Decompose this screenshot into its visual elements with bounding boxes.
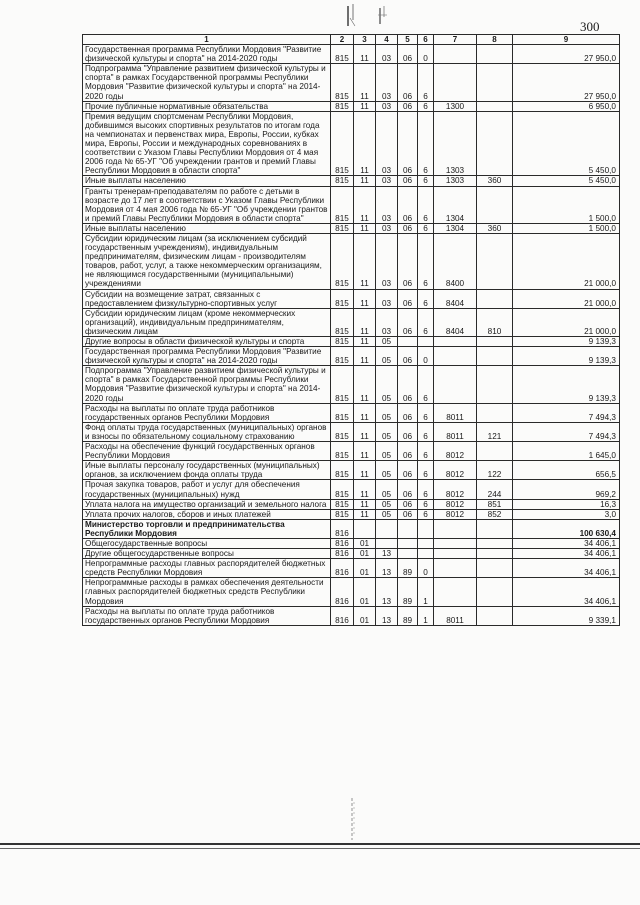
code-subprogram: 6 [418, 186, 434, 223]
row-amount: 27 950,0 [513, 64, 620, 101]
code-direction: 8012 [434, 499, 477, 509]
code-program: 06 [398, 347, 418, 366]
code-section: 11 [354, 289, 376, 308]
row-description: Расходы на выплаты по оплате труда работников государственных органов Республики Мордовия [83, 606, 331, 625]
code-subprogram [418, 538, 434, 548]
row-amount: 34 406,1 [513, 578, 620, 606]
code-grbs: 815 [331, 499, 354, 509]
code-subprogram [418, 549, 434, 559]
table-row [83, 499, 620, 509]
code-subprogram: 6 [418, 480, 434, 499]
row-amount: 1 500,0 [513, 186, 620, 223]
code-program: 06 [398, 186, 418, 223]
code-subprogram: 6 [418, 111, 434, 176]
table-row [83, 64, 620, 101]
code-subsection: 03 [376, 101, 398, 111]
code-section: 11 [354, 442, 376, 461]
code-section: 01 [354, 538, 376, 548]
code-subsection [376, 519, 398, 538]
code-expense-type: 244 [477, 480, 513, 499]
row-description: Фонд оплаты труда государственных (муниципальных) органов и взносы по обязательному социальному страхованию [83, 422, 331, 441]
code-subprogram: 1 [418, 606, 434, 625]
code-program [398, 538, 418, 548]
code-subsection: 05 [376, 509, 398, 519]
code-section: 11 [354, 499, 376, 509]
row-description: Уплата прочих налогов, сборов и иных платежей [83, 509, 331, 519]
table-row [83, 442, 620, 461]
table-row [83, 176, 620, 186]
code-grbs: 815 [331, 64, 354, 101]
table-row [83, 111, 620, 176]
row-description: Субсидии юридическим лицам (кроме некоммерческих организаций), индивидуальным предпринимателям, физическим лицам [83, 308, 331, 336]
row-amount: 7 494,3 [513, 422, 620, 441]
column-header: 1 [83, 35, 331, 45]
row-description: Расходы на обеспечение функций государственных органов Республики Мордовия [83, 442, 331, 461]
code-grbs: 815 [331, 308, 354, 336]
code-subprogram: 6 [418, 442, 434, 461]
code-direction: 8012 [434, 442, 477, 461]
code-expense-type [477, 442, 513, 461]
code-program: 89 [398, 559, 418, 578]
code-subprogram: 6 [418, 101, 434, 111]
code-program: 06 [398, 64, 418, 101]
column-header: 4 [376, 35, 398, 45]
code-program: 06 [398, 366, 418, 403]
code-expense-type [477, 101, 513, 111]
row-description: Общегосударственные вопросы [83, 538, 331, 548]
code-expense-type [477, 289, 513, 308]
row-description: Другие общегосударственные вопросы [83, 549, 331, 559]
code-expense-type [477, 519, 513, 538]
table-row [83, 337, 620, 347]
code-grbs: 815 [331, 461, 354, 480]
row-description: Государственная программа Республики Мордовия "Развитие физической культуры и спорта" на 2014-2020 годы [83, 347, 331, 366]
row-description: Уплата налога на имущество организаций и земельного налога [83, 499, 331, 509]
table-row [83, 308, 620, 336]
code-section: 11 [354, 422, 376, 441]
code-section: 11 [354, 233, 376, 289]
column-header: 8 [477, 35, 513, 45]
code-program: 06 [398, 176, 418, 186]
code-section: 11 [354, 186, 376, 223]
row-description: Другие вопросы в области физической культуры и спорта [83, 337, 331, 347]
code-subsection: 03 [376, 223, 398, 233]
code-direction [434, 519, 477, 538]
code-expense-type [477, 347, 513, 366]
code-subsection: 13 [376, 559, 398, 578]
row-description: Непрограммные расходы в рамках обеспечения деятельности главных распорядителей бюджетных средств Республики Мордовия [83, 578, 331, 606]
code-section: 11 [354, 308, 376, 336]
row-description: Подпрограмма "Управление развитием физической культуры и спорта" в рамках Государственной программы Республики Мордовия "Развитие физической культуры и спорта" на 2014-2020 годы [83, 64, 331, 101]
code-grbs: 816 [331, 549, 354, 559]
code-program: 06 [398, 45, 418, 64]
code-subprogram: 6 [418, 176, 434, 186]
row-amount: 21 000,0 [513, 308, 620, 336]
page-bottom-rule [0, 843, 640, 845]
code-grbs: 815 [331, 442, 354, 461]
code-expense-type [477, 64, 513, 101]
code-direction: 8011 [434, 422, 477, 441]
code-expense-type: 121 [477, 422, 513, 441]
code-grbs: 815 [331, 509, 354, 519]
code-section: 01 [354, 606, 376, 625]
code-direction: 1303 [434, 176, 477, 186]
code-section: 01 [354, 549, 376, 559]
code-section: 11 [354, 111, 376, 176]
table-header-row [83, 35, 620, 45]
code-program: 06 [398, 101, 418, 111]
table-row [83, 480, 620, 499]
page-number: 300 [580, 19, 600, 34]
code-direction: 8012 [434, 480, 477, 499]
code-subsection: 03 [376, 45, 398, 64]
code-expense-type [477, 549, 513, 559]
code-subsection: 05 [376, 366, 398, 403]
code-section: 11 [354, 176, 376, 186]
code-subprogram [418, 337, 434, 347]
code-section: 11 [354, 403, 376, 422]
column-header: 3 [354, 35, 376, 45]
code-expense-type [477, 606, 513, 625]
code-direction [434, 549, 477, 559]
code-expense-type: 360 [477, 223, 513, 233]
code-subprogram: 6 [418, 461, 434, 480]
code-direction [434, 337, 477, 347]
code-program: 06 [398, 499, 418, 509]
code-grbs: 816 [331, 519, 354, 538]
column-header: 7 [434, 35, 477, 45]
table-row [83, 223, 620, 233]
column-header: 5 [398, 35, 418, 45]
row-description: Государственная программа Республики Мордовия "Развитие физической культуры и спорта" на 2014-2020 годы [83, 45, 331, 64]
code-subprogram: 6 [418, 499, 434, 509]
code-section: 11 [354, 101, 376, 111]
row-amount: 34 406,1 [513, 559, 620, 578]
code-subsection [376, 538, 398, 548]
table-row [83, 403, 620, 422]
code-program: 06 [398, 422, 418, 441]
code-program: 06 [398, 223, 418, 233]
code-program: 06 [398, 442, 418, 461]
row-amount: 34 406,1 [513, 538, 620, 548]
code-expense-type [477, 578, 513, 606]
code-grbs: 816 [331, 559, 354, 578]
code-grbs: 816 [331, 538, 354, 548]
table-row [83, 559, 620, 578]
table-row [83, 519, 620, 538]
code-program [398, 337, 418, 347]
code-direction [434, 45, 477, 64]
table-row [83, 45, 620, 64]
code-subsection: 05 [376, 337, 398, 347]
row-amount: 9 339,1 [513, 606, 620, 625]
row-description: Иные выплаты населению [83, 176, 331, 186]
code-direction [434, 538, 477, 548]
code-subsection: 03 [376, 176, 398, 186]
code-program: 89 [398, 578, 418, 606]
scan-binding-mark [340, 4, 402, 28]
table-row [83, 101, 620, 111]
code-subprogram: 6 [418, 403, 434, 422]
code-direction [434, 347, 477, 366]
code-subsection: 03 [376, 111, 398, 176]
code-subsection: 05 [376, 499, 398, 509]
code-section: 11 [354, 480, 376, 499]
code-grbs: 815 [331, 289, 354, 308]
code-direction: 1303 [434, 111, 477, 176]
table-row [83, 233, 620, 289]
code-grbs: 816 [331, 578, 354, 606]
table-row [83, 461, 620, 480]
code-direction [434, 366, 477, 403]
code-expense-type [477, 233, 513, 289]
code-direction: 8011 [434, 403, 477, 422]
code-expense-type [477, 538, 513, 548]
code-subprogram: 6 [418, 233, 434, 289]
table-row [83, 366, 620, 403]
scan-binding-mark-bottom [349, 798, 357, 840]
code-grbs: 816 [331, 606, 354, 625]
budget-table [82, 34, 620, 626]
code-program: 06 [398, 233, 418, 289]
code-grbs: 815 [331, 403, 354, 422]
table-row [83, 186, 620, 223]
row-amount: 9 139,3 [513, 366, 620, 403]
row-description: Прочая закупка товаров, работ и услуг для обеспечения государственных (муниципальных) нужд [83, 480, 331, 499]
code-subsection: 05 [376, 422, 398, 441]
row-amount: 5 450,0 [513, 111, 620, 176]
table-row [83, 422, 620, 441]
code-grbs: 815 [331, 422, 354, 441]
code-subsection: 05 [376, 403, 398, 422]
code-subprogram: 6 [418, 509, 434, 519]
column-header: 6 [418, 35, 434, 45]
row-description: Иные выплаты персоналу государственных (муниципальных) органов, за исключением фонда оплаты труда [83, 461, 331, 480]
code-section: 11 [354, 223, 376, 233]
code-subsection: 05 [376, 480, 398, 499]
row-description: Прочие публичные нормативные обязательства [83, 101, 331, 111]
code-grbs: 815 [331, 347, 354, 366]
code-direction: 8400 [434, 233, 477, 289]
row-amount: 16,3 [513, 499, 620, 509]
code-direction [434, 559, 477, 578]
code-program: 06 [398, 111, 418, 176]
table-row [83, 509, 620, 519]
code-section: 01 [354, 578, 376, 606]
code-subsection: 03 [376, 186, 398, 223]
code-program: 06 [398, 480, 418, 499]
code-section: 11 [354, 64, 376, 101]
row-amount: 656,5 [513, 461, 620, 480]
row-amount: 27 950,0 [513, 45, 620, 64]
table-row [83, 606, 620, 625]
row-amount: 100 630,4 [513, 519, 620, 538]
table-row [83, 347, 620, 366]
code-subsection: 03 [376, 308, 398, 336]
code-section: 11 [354, 337, 376, 347]
code-expense-type: 360 [477, 176, 513, 186]
code-subsection: 05 [376, 442, 398, 461]
code-direction: 8012 [434, 509, 477, 519]
row-amount: 1 500,0 [513, 223, 620, 233]
code-program: 89 [398, 606, 418, 625]
code-direction [434, 64, 477, 101]
code-program: 06 [398, 308, 418, 336]
row-amount: 21 000,0 [513, 289, 620, 308]
code-section [354, 519, 376, 538]
row-description: Субсидии на возмещение затрат, связанных с предоставлением физкультурно-спортивных услуг [83, 289, 331, 308]
code-expense-type [477, 337, 513, 347]
code-subprogram: 0 [418, 45, 434, 64]
row-description: Иные выплаты населению [83, 223, 331, 233]
code-expense-type: 852 [477, 509, 513, 519]
page-bottom-rule-thin [0, 848, 640, 849]
code-grbs: 815 [331, 101, 354, 111]
row-amount: 9 139,3 [513, 337, 620, 347]
row-amount: 3,0 [513, 509, 620, 519]
code-grbs: 815 [331, 223, 354, 233]
code-subprogram: 0 [418, 347, 434, 366]
row-amount: 969,2 [513, 480, 620, 499]
code-subsection: 03 [376, 233, 398, 289]
code-expense-type [477, 403, 513, 422]
code-direction: 8011 [434, 606, 477, 625]
row-amount: 34 406,1 [513, 549, 620, 559]
code-subprogram: 6 [418, 289, 434, 308]
table-row [83, 578, 620, 606]
code-program [398, 549, 418, 559]
row-description: Подпрограмма "Управление развитием физической культуры и спорта" в рамках Государственной программы Республики Мордовия "Развитие физической культуры и спорта" на 2014-2020 годы [83, 366, 331, 403]
code-subprogram: 6 [418, 64, 434, 101]
code-subsection: 05 [376, 347, 398, 366]
code-subsection: 03 [376, 289, 398, 308]
code-direction: 8404 [434, 289, 477, 308]
column-header: 9 [513, 35, 620, 45]
code-direction: 8012 [434, 461, 477, 480]
table-row [83, 549, 620, 559]
code-grbs: 815 [331, 233, 354, 289]
code-subprogram: 6 [418, 308, 434, 336]
code-direction: 1304 [434, 186, 477, 223]
row-amount: 7 494,3 [513, 403, 620, 422]
table-row [83, 289, 620, 308]
code-expense-type: 851 [477, 499, 513, 509]
code-subsection: 13 [376, 549, 398, 559]
code-section: 11 [354, 347, 376, 366]
code-subprogram: 6 [418, 223, 434, 233]
code-subsection: 13 [376, 606, 398, 625]
column-header: 2 [331, 35, 354, 45]
code-subsection: 03 [376, 64, 398, 101]
code-program [398, 519, 418, 538]
code-expense-type [477, 366, 513, 403]
row-description: Премия ведущим спортсменам Республики Мордовия, добившимся высоких спортивных результатов по итогам года на чемпионатах и первенствах мира, Европы, России, кубках мира, Европы, России и международных соревнованиях в соответствии с Указом Главы Республики Мордовия от 4 мая 2006 года № 65-УГ "Об учреждении грантов и премий Главы Республики Мордовия в области спорта" [83, 111, 331, 176]
code-grbs: 815 [331, 337, 354, 347]
row-amount: 6 950,0 [513, 101, 620, 111]
code-expense-type: 122 [477, 461, 513, 480]
code-subprogram: 0 [418, 559, 434, 578]
code-grbs: 815 [331, 45, 354, 64]
code-section: 11 [354, 461, 376, 480]
code-subprogram: 1 [418, 578, 434, 606]
row-description: Субсидии юридическим лицам (за исключением субсидий государственным учреждениям), индивидуальным предпринимателям, физическим лицам - производителям товаров, работ, услуг, а также некоммерческим организациям, не являющимся государственными (муниципальными) учреждениями [83, 233, 331, 289]
row-amount: 5 450,0 [513, 176, 620, 186]
code-expense-type [477, 111, 513, 176]
code-subsection: 05 [376, 461, 398, 480]
code-program: 06 [398, 461, 418, 480]
code-program: 06 [398, 289, 418, 308]
code-grbs: 815 [331, 186, 354, 223]
row-amount: 21 000,0 [513, 233, 620, 289]
code-expense-type [477, 559, 513, 578]
code-program: 06 [398, 403, 418, 422]
code-expense-type [477, 45, 513, 64]
code-direction [434, 578, 477, 606]
row-amount: 9 139,3 [513, 347, 620, 366]
row-description: Непрограммные расходы главных распорядителей бюджетных средств Республики Мордовия [83, 559, 331, 578]
code-expense-type: 810 [477, 308, 513, 336]
code-grbs: 815 [331, 480, 354, 499]
code-subprogram: 6 [418, 422, 434, 441]
code-grbs: 815 [331, 111, 354, 176]
code-section: 11 [354, 45, 376, 64]
code-direction: 1304 [434, 223, 477, 233]
row-amount: 1 645,0 [513, 442, 620, 461]
code-subprogram: 6 [418, 366, 434, 403]
code-section: 01 [354, 559, 376, 578]
code-direction: 8404 [434, 308, 477, 336]
code-subsection: 13 [376, 578, 398, 606]
row-description: Расходы на выплаты по оплате труда работников государственных органов Республики Мордовия [83, 403, 331, 422]
code-expense-type [477, 186, 513, 223]
code-section: 11 [354, 366, 376, 403]
code-program: 06 [398, 509, 418, 519]
code-subprogram [418, 519, 434, 538]
row-description: Гранты тренерам-преподавателям по работе с детьми в возрасте до 17 лет в соответствии с Указом Главы Республики Мордовия от 4 мая 2006 года № 65-УГ "Об учреждении грантов и премий Главы Республики Мордовия в области спорта" [83, 186, 331, 223]
code-direction: 1300 [434, 101, 477, 111]
code-section: 11 [354, 509, 376, 519]
table-row [83, 538, 620, 548]
code-grbs: 815 [331, 176, 354, 186]
code-grbs: 815 [331, 366, 354, 403]
row-description: Министерство торговли и предпринимательства Республики Мордовия [83, 519, 331, 538]
